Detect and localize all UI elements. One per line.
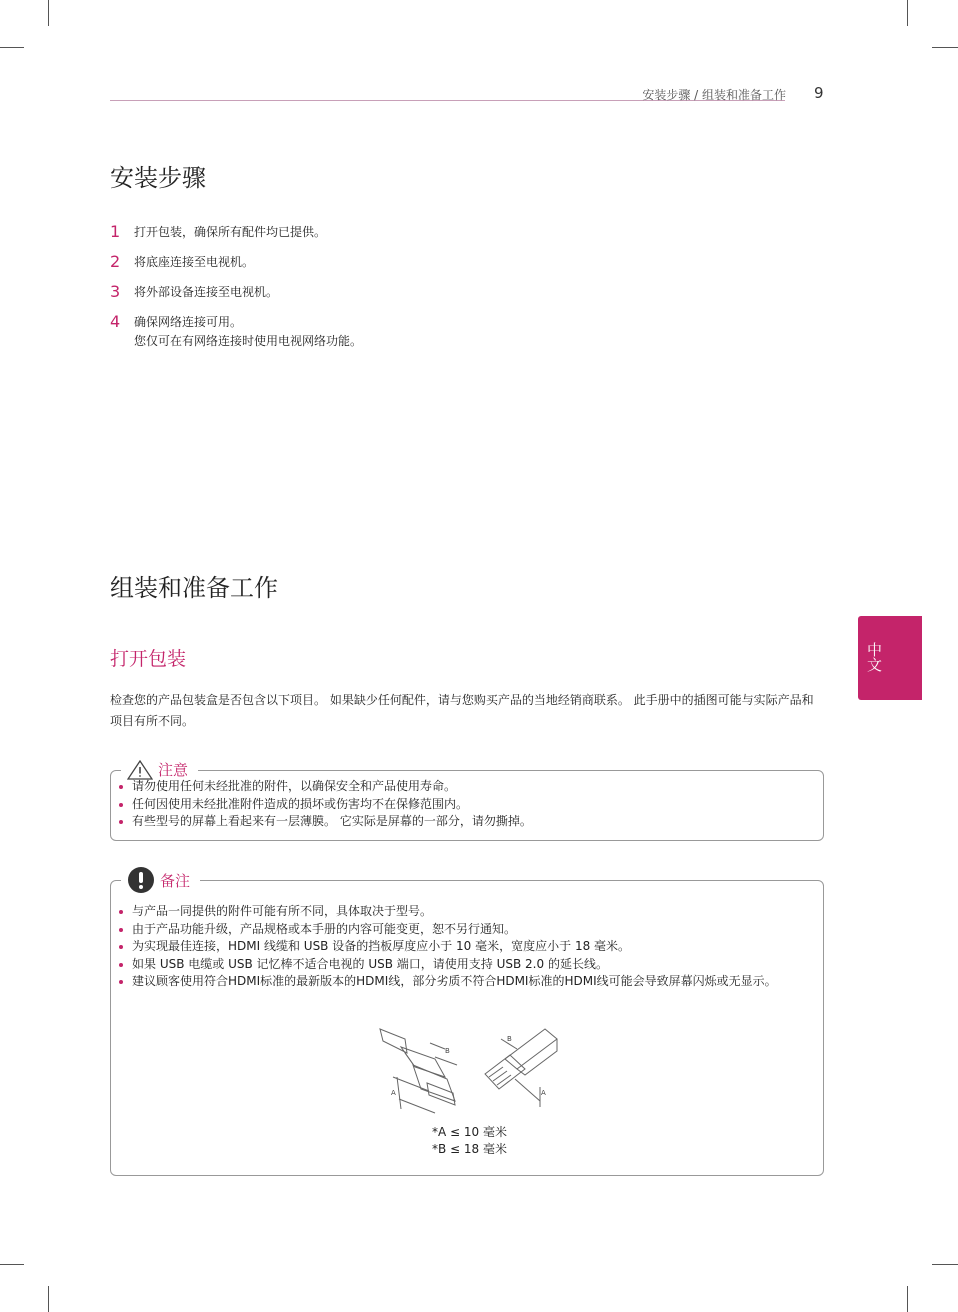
- caution-title: 注意: [158, 761, 189, 779]
- crop-mark: [0, 47, 24, 48]
- subsection-title-unpacking: 打开包装: [110, 648, 187, 670]
- note-heading: [121, 866, 200, 894]
- crop-mark: [0, 1264, 24, 1265]
- step-number: 4: [110, 312, 121, 331]
- list-item: 建议顾客使用符合HDMI标准的最新版本的HDMI线，部分劣质不符合HDMI标准的HDMI线可能会导致屏幕闪烁或无显示。: [111, 973, 823, 991]
- crop-mark: [907, 0, 908, 26]
- step-subtext: 您仅可在有网络连接时使用电视网络功能。: [134, 334, 363, 348]
- diagram-label-a: A: [541, 1089, 546, 1097]
- legend-a: *A ≤ 10 毫米: [432, 1125, 507, 1139]
- step-number: 1: [110, 222, 121, 241]
- crop-mark: [932, 47, 958, 48]
- exclamation-circle-icon: [127, 866, 155, 894]
- list-item: 与产品一同提供的附件可能有所不同，具体取决于型号。: [111, 903, 823, 921]
- section-title-assembly: 组装和准备工作: [110, 574, 278, 602]
- diagram-label-b: B: [445, 1047, 450, 1055]
- step-text: 打开包装，确保所有配件均已提供。: [134, 225, 327, 239]
- header-breadcrumb: 安装步骤 / 组装和准备工作: [642, 88, 786, 102]
- step-text: 将外部设备连接至电视机。: [134, 285, 279, 299]
- step-item: [110, 283, 810, 302]
- step-text-block: [134, 313, 362, 351]
- list-item: 请勿使用任何未经批准的附件，以确保安全和产品使用寿命。: [111, 778, 823, 796]
- language-tab-label: 中文: [865, 642, 883, 672]
- step-item: [110, 253, 810, 272]
- step-item: [110, 223, 810, 242]
- language-side-tab: [858, 616, 922, 700]
- step-number: 2: [110, 252, 121, 271]
- list-item: 有些型号的屏幕上看起来有一层薄膜。 它实际是屏幕的一部分，请勿撕掉。: [111, 813, 823, 831]
- list-item: 为实现最佳连接，HDMI 线缆和 USB 设备的挡板厚度应小于 10 毫米，宽度应小于 18 毫米。: [111, 938, 823, 956]
- caution-box: [110, 761, 824, 841]
- crop-mark: [932, 1264, 958, 1265]
- install-steps-list: [110, 223, 810, 362]
- warning-triangle-icon: [127, 760, 153, 780]
- section-title-install: 安装步骤: [110, 164, 206, 192]
- step-number: 3: [110, 282, 121, 301]
- crop-mark: [907, 1286, 908, 1312]
- list-item: 由于产品功能升级，产品规格或本手册的内容可能变更，恕不另行通知。: [111, 921, 823, 939]
- list-item: 任何因使用未经批准附件造成的损坏或伤害均不在保修范围内。: [111, 796, 823, 814]
- connector-dimension-diagram: [375, 1019, 575, 1119]
- diagram-label-b: B: [507, 1035, 512, 1043]
- step-text: 确保网络连接可用。: [134, 315, 243, 329]
- step-item: [110, 313, 810, 351]
- note-title: 备注: [160, 871, 191, 890]
- list-item: 如果 USB 电缆或 USB 记忆棒不适合电视的 USB 端口，请使用支持 USB 2.0 的延长线。: [111, 956, 823, 974]
- crop-mark: [48, 1286, 49, 1312]
- caution-list: [111, 778, 823, 831]
- diagram-label-a: A: [391, 1089, 396, 1097]
- legend-b: *B ≤ 18 毫米: [432, 1142, 508, 1156]
- page-number: 9: [814, 84, 824, 102]
- intro-paragraph: 检查您的产品包装盒是否包含以下项目。 如果缺少任何配件，请与您购买产品的当地经销商联系。 此手册中的插图可能与实际产品和项目有所不同。: [110, 693, 814, 728]
- step-text: 将底座连接至电视机。: [134, 255, 255, 269]
- crop-mark: [48, 0, 49, 26]
- note-list: [111, 903, 823, 991]
- caution-heading: [121, 759, 198, 780]
